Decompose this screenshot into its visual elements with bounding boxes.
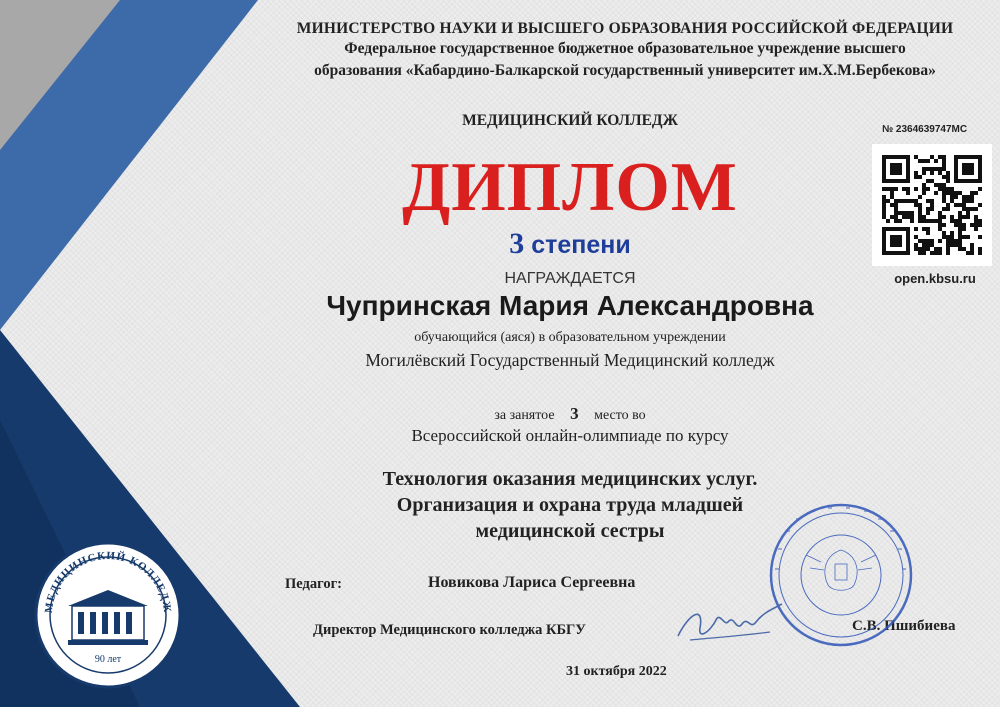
- director-name: С.В. Пшибиева: [852, 618, 956, 634]
- director-label: Директор Медицинского колледжа КБГУ: [313, 622, 586, 638]
- diploma-title: ДИПЛОМ: [402, 149, 738, 226]
- teacher-name: Новикова Лариса Сергеевна: [428, 574, 636, 591]
- college-logo: [30, 540, 186, 690]
- qr-code-graphic: [872, 144, 992, 266]
- institution-line-1: Федеральное государственное бюджетное образовательное учреждение высшего: [344, 40, 906, 57]
- degree-number: 3: [509, 227, 525, 260]
- recipient-name: Чупринская Мария Александровна: [326, 290, 814, 321]
- olympiad-line: Всероссийской онлайн-олимпиаде по курсу: [411, 426, 729, 445]
- teacher-label: Педагог:: [285, 576, 342, 592]
- logo-years: 90 лет: [94, 654, 122, 665]
- place-line: [330, 404, 810, 424]
- course-line-3: медицинской сестры: [475, 520, 665, 542]
- logo-arc-text: МЕДИЦИНСКИЙ КОЛЛЕДЖ: [42, 549, 174, 614]
- place-prefix: за занятое: [494, 408, 555, 423]
- course-line-2: Организация и охрана труда младшей: [396, 494, 744, 516]
- registration-number: № 2364639747МС: [882, 124, 968, 135]
- issue-date: 31 октября 2022: [566, 664, 667, 679]
- place-number: 3: [570, 404, 579, 423]
- awarded-label: НАГРАЖДАЕТСЯ: [504, 270, 636, 287]
- director-signature: [670, 592, 790, 652]
- college-heading: МЕДИЦИНСКИЙ КОЛЛЕДЖ: [462, 112, 678, 129]
- degree-line: [350, 227, 790, 261]
- ministry-heading: МИНИСТЕРСТВО НАУКИ И ВЫСШЕГО ОБРАЗОВАНИЯ РОССИЙСКОЙ ФЕДЕРАЦИИ: [296, 20, 954, 37]
- qr-site-link[interactable]: open.kbsu.ru: [894, 271, 976, 286]
- student-institution: Могилёвский Государственный Медицинский колледж: [365, 350, 775, 370]
- place-suffix: место во: [594, 408, 646, 423]
- course-line-1: Технология оказания медицинских услуг.: [382, 468, 758, 490]
- student-line: обучающийся (аяся) в образовательном учреждении: [414, 330, 726, 345]
- qr-code[interactable]: [872, 144, 992, 266]
- institution-line-2: образования «Кабардино-Балкарской государственный университет им.Х.М.Бербекова»: [314, 62, 936, 79]
- degree-word: степени: [531, 231, 631, 259]
